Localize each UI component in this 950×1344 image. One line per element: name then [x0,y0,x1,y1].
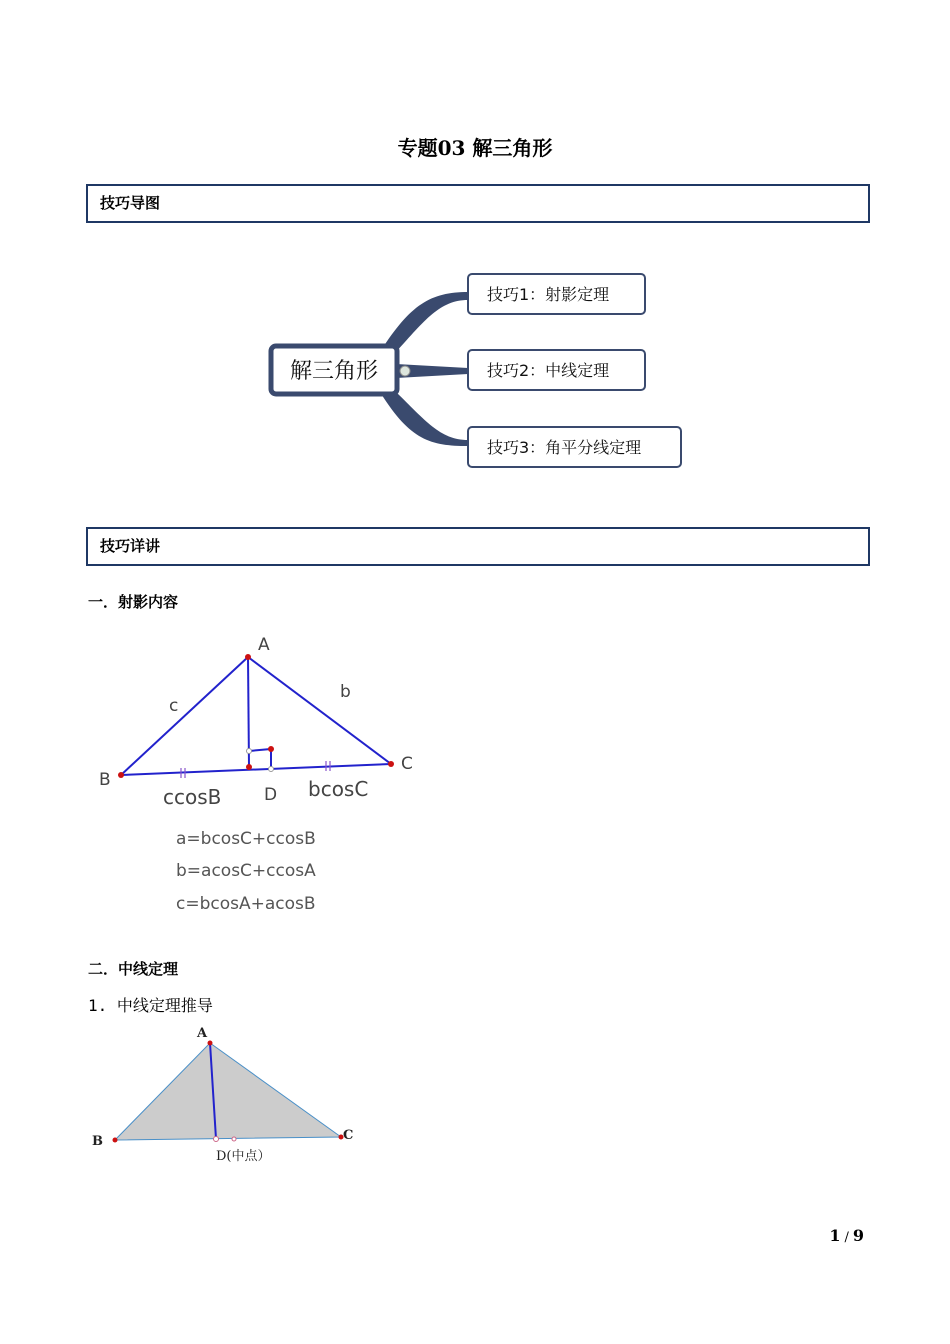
page-total: 9 [852,1226,864,1245]
formula-c: c=bcosA+acosB [176,894,316,914]
label-c: C [343,1128,354,1143]
section-label: 技巧导图 [100,194,161,212]
label-d: D(中点） [216,1149,271,1164]
page-number: 1 / 9 [829,1226,864,1245]
label-b: B [99,770,111,790]
label-b: B [92,1134,103,1149]
mindmap-branch-1-label: 技巧1：射影定理 [487,285,610,304]
label-a: A [258,635,270,655]
page-title: 专题03 解三角形 [397,136,553,160]
point-d [214,1137,219,1142]
part2-heading: 二．中线定理 [88,960,179,978]
point-b [113,1138,118,1143]
mindmap-branch-2-label: 技巧2：中线定理 [487,361,610,380]
label-c: C [401,754,413,774]
median-triangle [115,1043,341,1140]
mindmap-branch-3-label: 技巧3：角平分线定理 [487,438,642,457]
label-ccosb: ccosB [163,785,222,809]
point-a [208,1041,213,1046]
label-side-b: b [340,682,351,702]
label-side-c: c [169,696,179,716]
label-bcosc: bcosC [308,777,369,801]
mindmap-center-label: 解三角形 [289,359,379,384]
formula-b: b=acosC+ccosA [176,861,316,881]
section-label: 技巧详讲 [100,537,161,555]
page-current: 1 [829,1226,841,1245]
part2-subheading: 1. 中线定理推导 [88,996,213,1015]
label-d: D [264,785,278,805]
label-a: A [197,1026,208,1041]
point-helper [232,1137,236,1141]
formula-a: a=bcosC+ccosB [176,829,316,849]
part1-heading: 一．射影内容 [88,593,179,611]
